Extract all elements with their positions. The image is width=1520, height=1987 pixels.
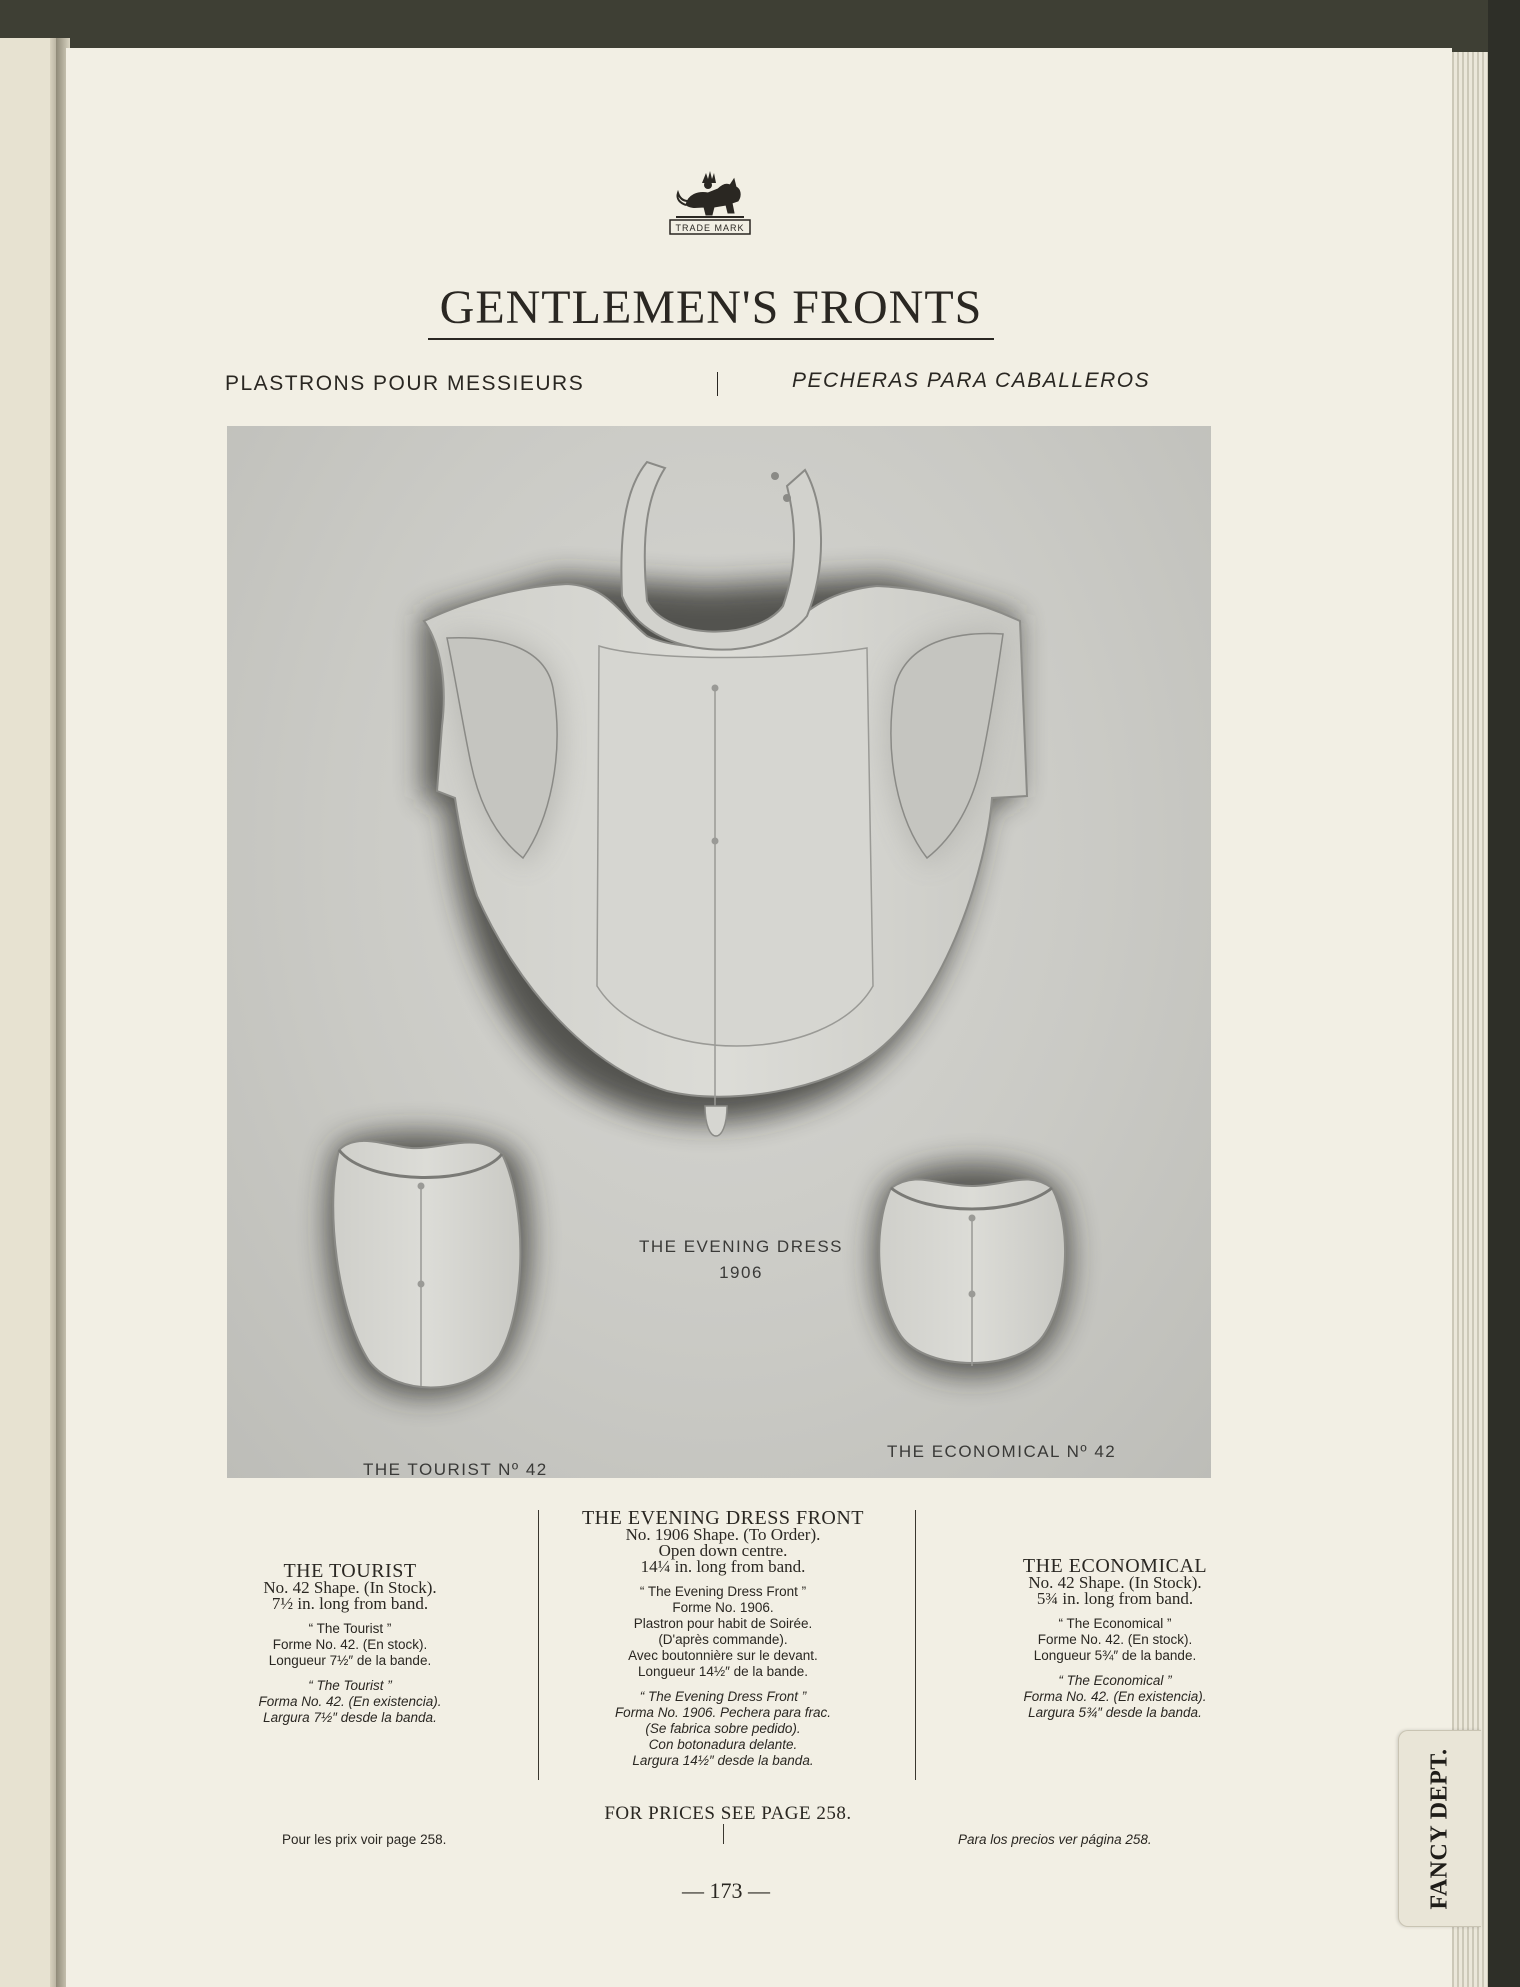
evening-spanish-line: “ The Evening Dress Front ”	[639, 1689, 807, 1704]
evening-spanish-line: Largura 14½″ desde la banda.	[632, 1753, 814, 1768]
evening-english-line: 14¼ in. long from band.	[640, 1557, 806, 1576]
evening-spanish-line: Con botonadura delante.	[648, 1737, 798, 1752]
evening-caption-line1: THE EVENING DRESS	[638, 1237, 844, 1256]
department-index-tab[interactable]	[1398, 1730, 1481, 1927]
evening-title: THE EVENING DRESS FRONT	[581, 1507, 865, 1529]
evening-french-line: Longueur 14½″ de la bande.	[638, 1664, 808, 1679]
evening-english-line: Open down centre.	[658, 1541, 788, 1560]
economical-english-line: No. 42 Shape. (In Stock).	[1028, 1573, 1202, 1592]
evening-french-line: (D'après commande).	[658, 1632, 788, 1647]
economical-english-line: 5¾ in. long from band.	[1036, 1589, 1194, 1608]
tourist-english-line: No. 42 Shape. (In Stock).	[263, 1578, 437, 1597]
evening-dress-front	[424, 462, 1027, 1136]
column-divider-right	[915, 1510, 916, 1780]
subtitle-spanish: PECHERAS PARA CABALLEROS	[792, 369, 1151, 392]
evening-french-line: “ The Evening Dress Front ”	[639, 1584, 807, 1599]
economical-photo-caption: THE ECONOMICAL Nº 42	[887, 1442, 1117, 1461]
evening-french-line: Avec boutonnière sur le devant.	[628, 1648, 818, 1663]
economical-spanish-line: Forma No. 42. (En existencia).	[1023, 1689, 1207, 1704]
tourist-spanish-line: Forma No. 42. (En existencia).	[258, 1694, 442, 1709]
page-number: — 173 —	[682, 1878, 770, 1903]
subtitle-french: PLASTRONS POUR MESSIEURS	[225, 372, 585, 395]
economical-french-line: Longueur 5¾″ de la bande.	[1033, 1648, 1197, 1663]
shirt-fronts-illustration	[227, 426, 1211, 1478]
economical-french-line: Forme No. 42. (En stock).	[1037, 1632, 1193, 1647]
economical-title: THE ECONOMICAL	[1022, 1555, 1208, 1577]
product-photograph	[227, 426, 1211, 1478]
subtitle-divider	[717, 372, 718, 396]
department-tab-label: FANCY DEPT.	[1426, 1747, 1453, 1910]
prices-note-english: FOR PRICES SEE PAGE 258.	[604, 1803, 852, 1824]
evening-spanish-line: (Se fabrica sobre pedido).	[645, 1721, 801, 1736]
evening-english-line: No. 1906 Shape. (To Order).	[625, 1525, 821, 1544]
tourist-spanish-line: “ The Tourist ”	[308, 1678, 392, 1693]
lion-trade-mark-logo	[668, 165, 752, 237]
tourist-french-line: Longueur 7½″ de la bande.	[268, 1653, 432, 1668]
evening-caption-line2: 1906	[719, 1263, 763, 1282]
evening-dress-description	[545, 1507, 901, 1769]
left-page	[0, 38, 60, 1987]
evening-french-line: Plastron pour habit de Soirée.	[633, 1616, 813, 1631]
economical-spanish-line: Largura 5¾″ desde la banda.	[1028, 1705, 1202, 1720]
economical-spanish-line: “ The Economical ”	[1058, 1673, 1172, 1688]
background-edge	[1488, 0, 1520, 1987]
column-divider-left	[538, 1510, 539, 1780]
economical-description	[945, 1555, 1285, 1721]
tourist-english-line: 7½ in. long from band.	[271, 1594, 429, 1613]
prices-note-spanish: Para los precios ver página 258.	[958, 1832, 1152, 1847]
tourist-spanish-line: Largura 7½″ desde la banda.	[263, 1710, 437, 1725]
economical-french-line: “ The Economical ”	[1058, 1616, 1172, 1631]
evening-spanish-line: Forma No. 1906. Pechera para frac.	[614, 1705, 832, 1720]
page-stack-edge	[1452, 52, 1488, 1987]
prices-divider	[723, 1824, 724, 1844]
evening-dress-photo-caption	[621, 1234, 861, 1286]
tourist-french-line: “ The Tourist ”	[308, 1621, 392, 1636]
tourist-title: THE TOURIST	[283, 1560, 417, 1582]
page-title: GENTLEMEN'S FRONTS	[428, 278, 994, 340]
economical-front	[879, 1179, 1065, 1366]
tourist-french-line: Forme No. 42. (En stock).	[272, 1637, 428, 1652]
prices-note-french: Pour les prix voir page 258.	[282, 1832, 447, 1847]
tourist-description	[180, 1560, 520, 1726]
trade-mark-text: TRADE MARK	[675, 223, 745, 233]
tourist-photo-caption: THE TOURIST Nº 42	[363, 1460, 548, 1479]
evening-french-line: Forme No. 1906.	[672, 1600, 774, 1615]
